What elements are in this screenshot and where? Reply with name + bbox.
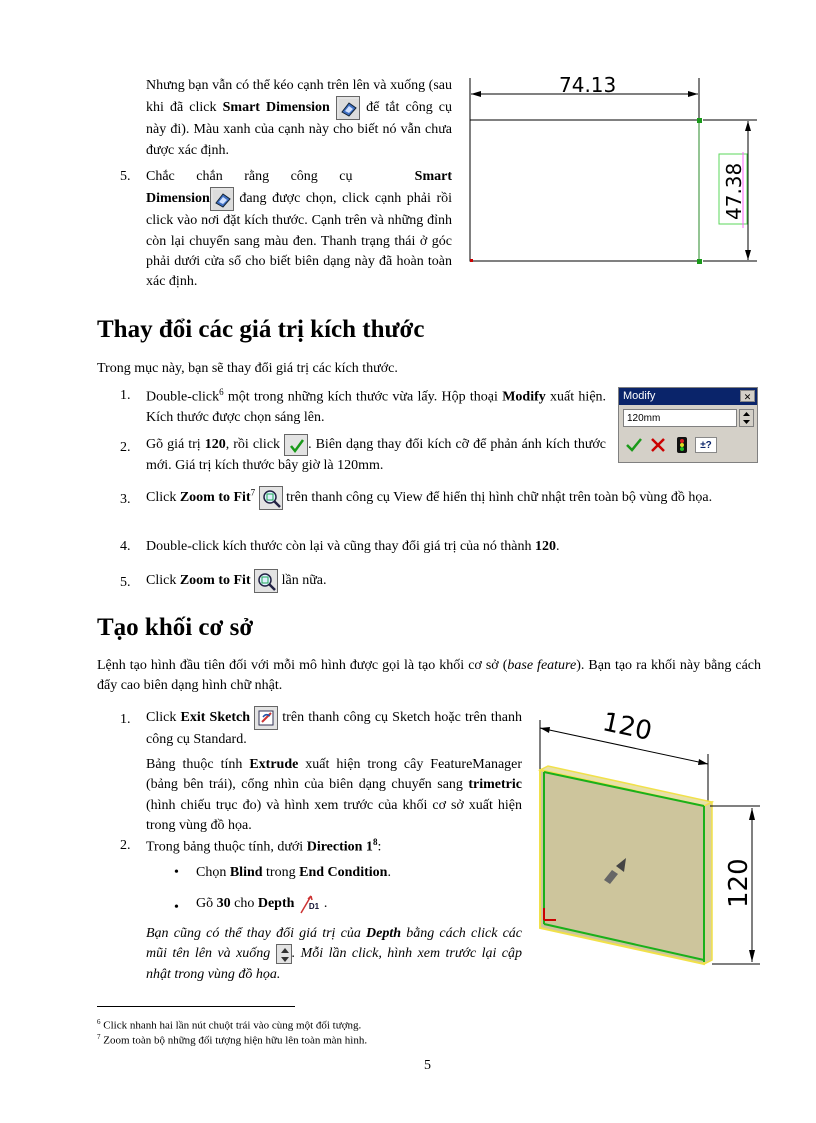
depth-d1-icon [298,892,324,916]
footnote-rule [97,1006,295,1007]
arrow-head [688,91,698,97]
smart-dimension-icon [336,96,360,120]
extrude-preview-figure [532,698,764,980]
section-title-base-feature: Tạo khối cơ sở [97,614,254,641]
modify-dialog [618,387,758,463]
close-icon[interactable]: ✕ [740,390,755,402]
continuation-paragraph: Nhưng bạn vẫn có thể kéo cạnh trên lên và xuống (sau khi đã click Smart Dimension để tắt công cụ này đi). Màu xanh của cạnh này cho biết nó vẫn chưa được xác định. [146,78,453,158]
value-input-text: 120mm [627,413,661,424]
section1-step-4: Double-click kích thước còn lại và cũng thay đổi giá trị của nó thành 120. [146,539,560,554]
section-title-change-dimensions: Thay đổi các giá trị kích thước [97,316,425,343]
section2-italic-note: Bạn cũng có thể thay đổi giá trị của Depth bằng cách click các mũi tên lên và xuống . Mỗi lần click, hình xem trước lại cập nhật trong vùng đồ họa. [146,926,523,982]
exit-sketch-icon [254,706,278,730]
spin-arrows-icon [276,944,292,964]
top-dimension-label[interactable]: 120 [599,707,655,747]
vertex-point [697,118,702,123]
step-number: 3. [120,492,131,507]
ok-check-icon[interactable] [623,434,645,456]
zoom-to-fit-icon [259,486,283,510]
cancel-x-icon[interactable] [647,434,669,456]
rebuild-traffic-light-icon[interactable] [671,434,693,456]
bullet-marker: • [174,865,179,880]
step-number: 5. [120,169,131,184]
arrow-head [749,808,755,820]
section2-step-1: Click Exit Sketch trên thanh công cụ Sketch hoặc trên thanh công cụ Standard. [146,706,522,750]
arrow-head [698,759,708,765]
horizontal-dimension-label[interactable]: 74.13 [559,73,617,97]
step-number: 4. [120,539,131,554]
reverse-sense-button[interactable]: ±? [695,437,717,453]
arrow-head [471,91,481,97]
modify-dialog-title: Modify [623,390,656,402]
step-number: 1. [120,388,131,403]
step-5-paragraph: Chắc chắn rằng công cụ Smart Dimension đang được chọn, click cạnh phải rồi click vào nơi đặt kích thước. Cạnh trên và những đỉnh còn lại chuyển sang màu đen. Thanh trạng thái ở góc phải dưới cửa sổ cho biết biên dạng này đã hoàn toàn xác định. [146,169,452,290]
arrow-head [745,121,751,131]
vertex-point [697,259,702,264]
modify-dialog-titlebar [619,388,757,405]
section1-step-1: Double-click$^6$ một trong những kích thước vừa lấy. Hộp thoại Modify xuất hiện. Kích thước được chọn sáng lên. [146,387,607,425]
page-number: 5 [424,1058,431,1073]
step-number: 1. [120,712,131,727]
arrow-head [745,250,751,260]
section1-step-2: Gõ giá trị 120, rồi click . Biên dạng thay đổi kích cỡ để phản ánh kích thước mới. Giá trị kích thước bây giờ là 120mm. [146,434,606,476]
section2-extrude-paragraph: Bảng thuộc tính Extrude xuất hiện trong cây FeatureManager (bảng bên trái), cổng nhìn của biên dạng chuyển sang trimetric (hình chiếu trục đo) và hình xem trước của khối cơ sở xuất hiện trong vùng đồ họa. [146,757,523,833]
smart-dimension-icon [210,187,234,211]
step-number: 5. [120,575,131,590]
vertical-dimension-label[interactable]: 47.38 [722,162,746,220]
footnote-6: $^6$ Click nhanh hai lần nút chuột trái vào cùng một đối tượng. [97,1018,362,1032]
depth-d1-label: D1 [308,902,320,911]
step-number: 2. [120,440,131,455]
bullet-depth: Gõ 30 cho Depth D1 . [196,892,516,916]
sketch-rectangle-figure [467,70,767,280]
value-input[interactable] [623,409,737,427]
side-dimension-label[interactable]: 120 [724,858,754,908]
origin-point [470,259,473,262]
section1-step-5: Click Zoom to Fit lần nữa. [146,569,761,593]
bullet-end-condition: Chọn Blind trong End Condition. [196,865,391,880]
sketch-rectangle [470,120,699,261]
footnote-7: $^7$ Zoom toàn bộ những đối tượng hiện hữu lên toàn màn hình. [97,1033,368,1047]
section-intro: Trong mục này, bạn sẽ thay đổi giá trị các kích thước. [97,361,398,376]
checkmark-icon [284,434,308,456]
section2-step-2: Trong bảng thuộc tính, dưới Direction $1^8$: [146,837,382,855]
zoom-to-fit-icon [254,569,278,593]
bullet-marker: • [174,900,179,915]
section1-step-3: Click Zoom to Fit$^7$ trên thanh công cụ View để hiển thị hình chữ nhật trên toàn bộ vùng đồ họa. [146,486,761,510]
section2-intro: Lệnh tạo hình đầu tiên đối với mỗi mô hình được gọi là tạo khối cơ sở (base feature). Bạn tạo ra khối này bằng cách đẩy cao biên dạng hình chữ nhật. [97,658,761,694]
arrow-head [749,950,755,962]
spin-button[interactable] [739,409,754,427]
arrow-head [540,727,550,733]
step-number: 2. [120,838,131,853]
